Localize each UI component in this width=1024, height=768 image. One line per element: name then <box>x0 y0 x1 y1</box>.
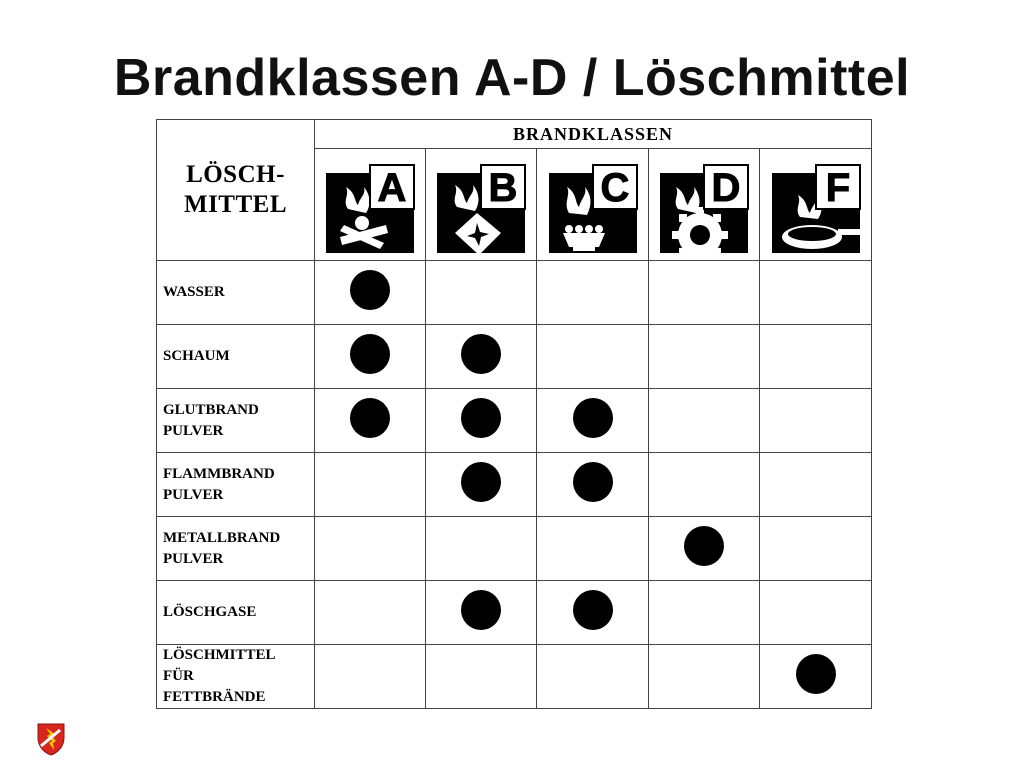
matrix-cell <box>649 517 760 581</box>
matrix-cell <box>426 261 537 325</box>
suitable-dot <box>684 526 724 566</box>
matrix-cell <box>649 261 760 325</box>
suitable-dot <box>350 270 390 310</box>
matrix-cell <box>760 645 872 709</box>
solid-fire-icon <box>322 155 418 255</box>
matrix-cell <box>426 453 537 517</box>
liquid-fire-icon <box>433 155 529 255</box>
fire-class-f-cell <box>760 149 872 261</box>
matrix-cell <box>315 261 426 325</box>
suitable-dot <box>461 398 501 438</box>
agent-label: GLUTBRAND PULVER <box>157 389 315 453</box>
corner-label: LÖSCH- MITTEL <box>157 120 315 261</box>
matrix-cell <box>315 645 426 709</box>
table-row <box>157 261 872 325</box>
matrix-cell <box>315 325 426 389</box>
suitable-dot <box>461 334 501 374</box>
suitable-dot <box>350 334 390 374</box>
matrix-cell <box>649 453 760 517</box>
gas-fire-icon <box>545 155 641 255</box>
matrix-cell <box>537 453 649 517</box>
matrix-cell <box>537 389 649 453</box>
matrix-cell <box>760 325 872 389</box>
metal-fire-icon <box>656 155 752 255</box>
suitable-dot <box>573 462 613 502</box>
agent-label: LÖSCHMITTEL FÜR FETTBRÄNDE <box>157 645 315 709</box>
table-row <box>157 517 872 581</box>
matrix-cell <box>537 517 649 581</box>
matrix-cell <box>426 645 537 709</box>
fire-class-letter: A <box>377 165 407 210</box>
matrix-cell <box>426 325 537 389</box>
fat-fire-icon <box>768 155 864 255</box>
table-row <box>157 453 872 517</box>
suitable-dot <box>350 398 390 438</box>
matrix-cell <box>649 645 760 709</box>
agent-label: LÖSCHGASE <box>157 581 315 645</box>
matrix-cell <box>315 453 426 517</box>
matrix-cell <box>537 261 649 325</box>
fire-classes-header: BRANDKLASSEN <box>315 120 872 149</box>
suitable-dot <box>461 590 501 630</box>
extinguishing-agent-table <box>156 119 872 709</box>
matrix-cell <box>315 389 426 453</box>
table-row <box>157 645 872 709</box>
agent-label: FLAMMBRAND PULVER <box>157 453 315 517</box>
matrix-cell <box>649 325 760 389</box>
fire-class-a-cell <box>315 149 426 261</box>
table-row <box>157 325 872 389</box>
fire-class-letter: B <box>488 165 518 210</box>
matrix-cell <box>537 325 649 389</box>
table-row <box>157 581 872 645</box>
suitable-dot <box>796 654 836 694</box>
fire-class-d-cell <box>649 149 760 261</box>
suitable-dot <box>461 462 501 502</box>
agent-label: SCHAUM <box>157 325 315 389</box>
table-row <box>157 389 872 453</box>
matrix-cell <box>315 517 426 581</box>
matrix-cell <box>426 389 537 453</box>
matrix-cell <box>760 389 872 453</box>
matrix-cell <box>760 581 872 645</box>
fire-class-letter: F <box>825 165 850 210</box>
suitable-dot <box>573 590 613 630</box>
fire-class-letter: C <box>600 165 629 210</box>
slide-title: Brandklassen A-D / Löschmittel <box>113 49 911 107</box>
agent-label: METALLBRAND PULVER <box>157 517 315 581</box>
agent-label: WASSER <box>157 261 315 325</box>
fire-class-letter: D <box>711 165 741 210</box>
matrix-cell <box>760 453 872 517</box>
matrix-cell <box>649 389 760 453</box>
matrix-cell <box>315 581 426 645</box>
matrix-cell <box>537 645 649 709</box>
suitable-dot <box>573 398 613 438</box>
matrix-cell <box>760 261 872 325</box>
agent-rows <box>157 261 872 709</box>
fire-class-b-cell <box>426 149 537 261</box>
matrix-cell <box>426 581 537 645</box>
matrix-cell <box>649 581 760 645</box>
matrix-cell <box>426 517 537 581</box>
matrix-cell <box>537 581 649 645</box>
fire-brigade-shield-icon <box>36 722 66 756</box>
fire-class-c-cell <box>537 149 649 261</box>
matrix-cell <box>760 517 872 581</box>
